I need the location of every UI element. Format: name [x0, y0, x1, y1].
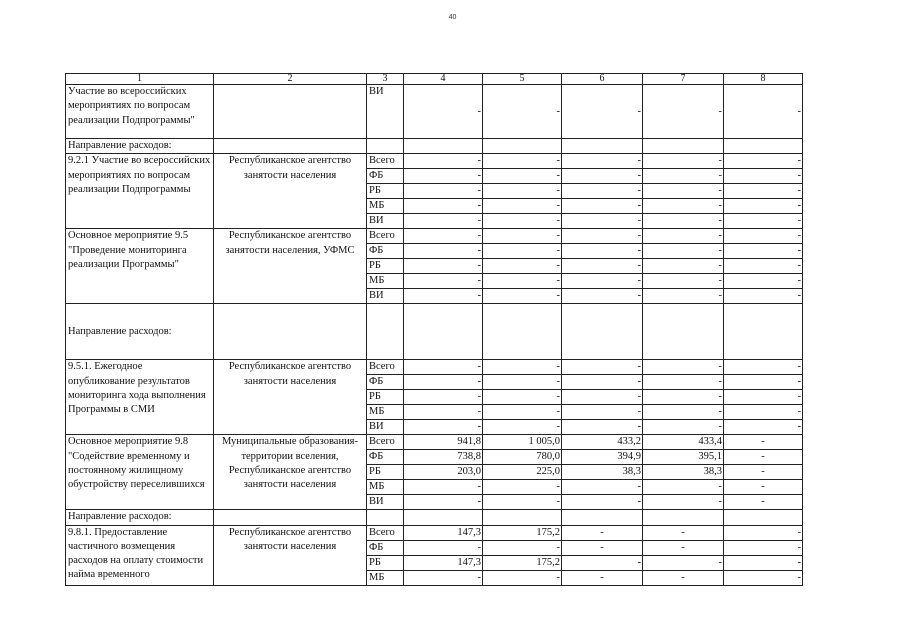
responsible-agency: Республиканское агентство занятости населения — [214, 154, 367, 229]
column-number: 7 — [643, 74, 724, 85]
amount-cell: 395,1 — [643, 450, 724, 465]
funding-source-code: РБ — [367, 465, 404, 480]
amount-cell: - — [404, 184, 483, 199]
amount-cell: 38,3 — [643, 465, 724, 480]
empty-cell — [404, 139, 483, 154]
funding-source-code: ВИ — [367, 420, 404, 435]
table-row — [66, 229, 803, 244]
amount-cell: - — [483, 405, 562, 420]
amount-cell: - — [643, 229, 724, 244]
amount-cell: - — [483, 375, 562, 390]
empty-cell — [724, 139, 803, 154]
amount-cell: - — [562, 214, 643, 229]
budget-table — [65, 73, 803, 586]
amount-cell: - — [643, 570, 724, 585]
funding-source-code: ФБ — [367, 450, 404, 465]
amount-cell: - — [643, 480, 724, 495]
amount-cell: - — [724, 214, 803, 229]
item-description: Основное мероприятие 9.8 "Содействие временному и постоянному жилищному обустройству переселившихся — [66, 435, 214, 510]
amount-cell: - — [724, 420, 803, 435]
amount-cell: - — [643, 375, 724, 390]
amount-cell: - — [483, 480, 562, 495]
table-row — [66, 85, 803, 139]
amount-cell: 38,3 — [562, 465, 643, 480]
amount-cell: - — [643, 184, 724, 199]
amount-cell: - — [562, 390, 643, 405]
empty-cell — [643, 139, 724, 154]
table-row — [66, 360, 803, 375]
column-number: 6 — [562, 74, 643, 85]
funding-source-code: МБ — [367, 199, 404, 214]
amount-cell: - — [562, 555, 643, 570]
amount-cell: - — [483, 214, 562, 229]
responsible-agency — [214, 85, 367, 139]
empty-cell — [562, 510, 643, 525]
amount-cell: - — [643, 214, 724, 229]
amount-cell: - — [562, 244, 643, 259]
amount-cell: - — [562, 199, 643, 214]
funding-source-code: РБ — [367, 555, 404, 570]
empty-cell — [404, 304, 483, 360]
amount-cell: - — [483, 259, 562, 274]
amount-cell: - — [724, 169, 803, 184]
empty-cell — [367, 139, 404, 154]
amount-cell: - — [483, 360, 562, 375]
amount-cell: - — [404, 375, 483, 390]
section-row — [66, 510, 803, 525]
amount-cell: - — [643, 274, 724, 289]
funding-source-code: ФБ — [367, 540, 404, 555]
amount-cell: - — [404, 274, 483, 289]
amount-cell: - — [483, 540, 562, 555]
amount-cell: - — [724, 375, 803, 390]
amount-cell: - — [562, 154, 643, 169]
empty-cell — [562, 304, 643, 360]
amount-cell: - — [483, 229, 562, 244]
amount-cell: 175,2 — [483, 555, 562, 570]
amount-cell: 1 005,0 — [483, 435, 562, 450]
page-number: 40 — [448, 14, 457, 21]
table-body — [66, 74, 803, 586]
section-row — [66, 304, 803, 360]
amount-cell: - — [724, 360, 803, 375]
column-number: 4 — [404, 74, 483, 85]
table-row — [66, 154, 803, 169]
responsible-agency: Республиканское агентство занятости населения, УФМС — [214, 229, 367, 304]
amount-cell: - — [724, 229, 803, 244]
amount-cell: - — [643, 199, 724, 214]
amount-cell: - — [562, 570, 643, 585]
amount-cell: - — [483, 244, 562, 259]
amount-cell: - — [724, 540, 803, 555]
amount-cell: - — [483, 154, 562, 169]
funding-source-code: ВИ — [367, 85, 404, 139]
amount-cell: - — [643, 405, 724, 420]
column-number: 1 — [66, 74, 214, 85]
amount-cell: - — [562, 525, 643, 540]
amount-cell: - — [404, 244, 483, 259]
amount-cell: 941,8 — [404, 435, 483, 450]
funding-source-code: ВИ — [367, 214, 404, 229]
amount-cell: - — [724, 465, 803, 480]
amount-cell: - — [643, 540, 724, 555]
amount-cell: - — [404, 199, 483, 214]
amount-cell: - — [562, 259, 643, 274]
responsible-agency: Республиканское агентство занятости населения — [214, 360, 367, 435]
amount-cell: - — [404, 495, 483, 510]
amount-cell: - — [724, 259, 803, 274]
funding-source-code: МБ — [367, 480, 404, 495]
amount-cell: - — [562, 184, 643, 199]
responsible-agency — [214, 510, 367, 525]
table-row — [66, 435, 803, 450]
funding-source-code: РБ — [367, 259, 404, 274]
empty-cell — [483, 510, 562, 525]
amount-cell: - — [483, 169, 562, 184]
item-description: Направление расходов: — [66, 139, 214, 154]
amount-cell: - — [404, 169, 483, 184]
amount-cell: - — [724, 274, 803, 289]
amount-cell: - — [643, 420, 724, 435]
amount-cell: 225,0 — [483, 465, 562, 480]
item-description: Основное мероприятие 9.5 "Проведение мониторинга реализации Программы" — [66, 229, 214, 304]
funding-source-code: РБ — [367, 184, 404, 199]
column-number: 2 — [214, 74, 367, 85]
amount-cell: - — [724, 480, 803, 495]
amount-cell: - — [724, 450, 803, 465]
amount-cell: - — [562, 274, 643, 289]
responsible-agency: Республиканское агентство занятости населения — [214, 525, 367, 585]
funding-source-code: ФБ — [367, 244, 404, 259]
amount-cell: - — [562, 480, 643, 495]
amount-cell: - — [404, 390, 483, 405]
funding-source-code: Всего — [367, 229, 404, 244]
column-number: 8 — [724, 74, 803, 85]
amount-cell: - — [404, 570, 483, 585]
amount-cell: - — [562, 360, 643, 375]
table-row — [66, 525, 803, 540]
amount-cell: - — [483, 199, 562, 214]
amount-cell: - — [724, 184, 803, 199]
amount-cell: - — [724, 405, 803, 420]
amount-cell: 147,3 — [404, 555, 483, 570]
amount-cell: 394,9 — [562, 450, 643, 465]
empty-cell — [483, 304, 562, 360]
amount-cell: - — [643, 154, 724, 169]
amount-cell: 203,0 — [404, 465, 483, 480]
funding-source-code: ВИ — [367, 495, 404, 510]
amount-cell: - — [643, 259, 724, 274]
amount-cell: - — [483, 420, 562, 435]
amount-cell: - — [724, 435, 803, 450]
amount-cell: 433,4 — [643, 435, 724, 450]
amount-cell: - — [404, 420, 483, 435]
funding-source-code: МБ — [367, 274, 404, 289]
responsible-agency — [214, 304, 367, 360]
funding-source-code: ФБ — [367, 375, 404, 390]
amount-cell: - — [404, 540, 483, 555]
item-description: Направление расходов: — [66, 304, 214, 360]
amount-cell: - — [724, 570, 803, 585]
funding-source-code: Всего — [367, 435, 404, 450]
empty-cell — [367, 304, 404, 360]
amount-cell: - — [404, 360, 483, 375]
funding-source-code: Всего — [367, 525, 404, 540]
amount-cell: - — [562, 85, 643, 139]
amount-cell: - — [483, 390, 562, 405]
amount-cell: - — [404, 229, 483, 244]
item-description: 9.8.1. Предоставление частичного возмещения расходов на оплату стоимости найма временного — [66, 525, 214, 585]
amount-cell: - — [562, 229, 643, 244]
amount-cell: - — [483, 570, 562, 585]
empty-cell — [367, 510, 404, 525]
section-row — [66, 139, 803, 154]
amount-cell: - — [643, 360, 724, 375]
responsible-agency: Муниципальные образования-территории вселения, Республиканское агентство занятости населения — [214, 435, 367, 510]
amount-cell: 738,8 — [404, 450, 483, 465]
amount-cell: - — [404, 85, 483, 139]
column-number: 3 — [367, 74, 404, 85]
item-description: 9.2.1 Участие во всероссийских мероприятиях по вопросам реализации Подпрограммы — [66, 154, 214, 229]
amount-cell: - — [404, 154, 483, 169]
empty-cell — [724, 304, 803, 360]
empty-cell — [483, 139, 562, 154]
amount-cell: - — [724, 390, 803, 405]
amount-cell: - — [404, 289, 483, 304]
amount-cell: - — [562, 495, 643, 510]
amount-cell: - — [643, 169, 724, 184]
amount-cell: - — [643, 525, 724, 540]
responsible-agency — [214, 139, 367, 154]
amount-cell: - — [483, 289, 562, 304]
column-number-row — [66, 74, 803, 85]
amount-cell: - — [483, 495, 562, 510]
funding-source-code: ВИ — [367, 289, 404, 304]
amount-cell: - — [562, 420, 643, 435]
amount-cell: - — [483, 184, 562, 199]
empty-cell — [562, 139, 643, 154]
amount-cell: - — [404, 214, 483, 229]
column-number: 5 — [483, 74, 562, 85]
amount-cell: - — [562, 289, 643, 304]
item-description: 9.5.1. Ежегодное опубликование результатов мониторинга хода выполнения Программы в СМИ — [66, 360, 214, 435]
amount-cell: 780,0 — [483, 450, 562, 465]
amount-cell: - — [643, 495, 724, 510]
amount-cell: - — [404, 259, 483, 274]
funding-source-code: ФБ — [367, 169, 404, 184]
amount-cell: - — [643, 85, 724, 139]
empty-cell — [643, 304, 724, 360]
amount-cell: - — [483, 85, 562, 139]
item-description: Участие во всероссийских мероприятиях по вопросам реализации Подпрограммы" — [66, 85, 214, 139]
amount-cell: - — [643, 244, 724, 259]
amount-cell: - — [562, 375, 643, 390]
amount-cell: - — [724, 244, 803, 259]
amount-cell: - — [643, 390, 724, 405]
empty-cell — [724, 510, 803, 525]
funding-source-code: РБ — [367, 390, 404, 405]
amount-cell: - — [643, 555, 724, 570]
amount-cell: - — [724, 495, 803, 510]
amount-cell: - — [562, 169, 643, 184]
amount-cell: - — [483, 274, 562, 289]
amount-cell: - — [724, 555, 803, 570]
amount-cell: - — [562, 540, 643, 555]
empty-cell — [643, 510, 724, 525]
amount-cell: 147,3 — [404, 525, 483, 540]
amount-cell: - — [643, 289, 724, 304]
funding-source-code: Всего — [367, 154, 404, 169]
amount-cell: - — [724, 85, 803, 139]
amount-cell: - — [724, 199, 803, 214]
amount-cell: - — [724, 289, 803, 304]
funding-source-code: МБ — [367, 570, 404, 585]
amount-cell: - — [724, 154, 803, 169]
amount-cell: - — [724, 525, 803, 540]
amount-cell: - — [404, 405, 483, 420]
amount-cell: - — [404, 480, 483, 495]
empty-cell — [404, 510, 483, 525]
funding-source-code: МБ — [367, 405, 404, 420]
item-description: Направление расходов: — [66, 510, 214, 525]
amount-cell: 175,2 — [483, 525, 562, 540]
funding-source-code: Всего — [367, 360, 404, 375]
amount-cell: - — [562, 405, 643, 420]
amount-cell: 433,2 — [562, 435, 643, 450]
